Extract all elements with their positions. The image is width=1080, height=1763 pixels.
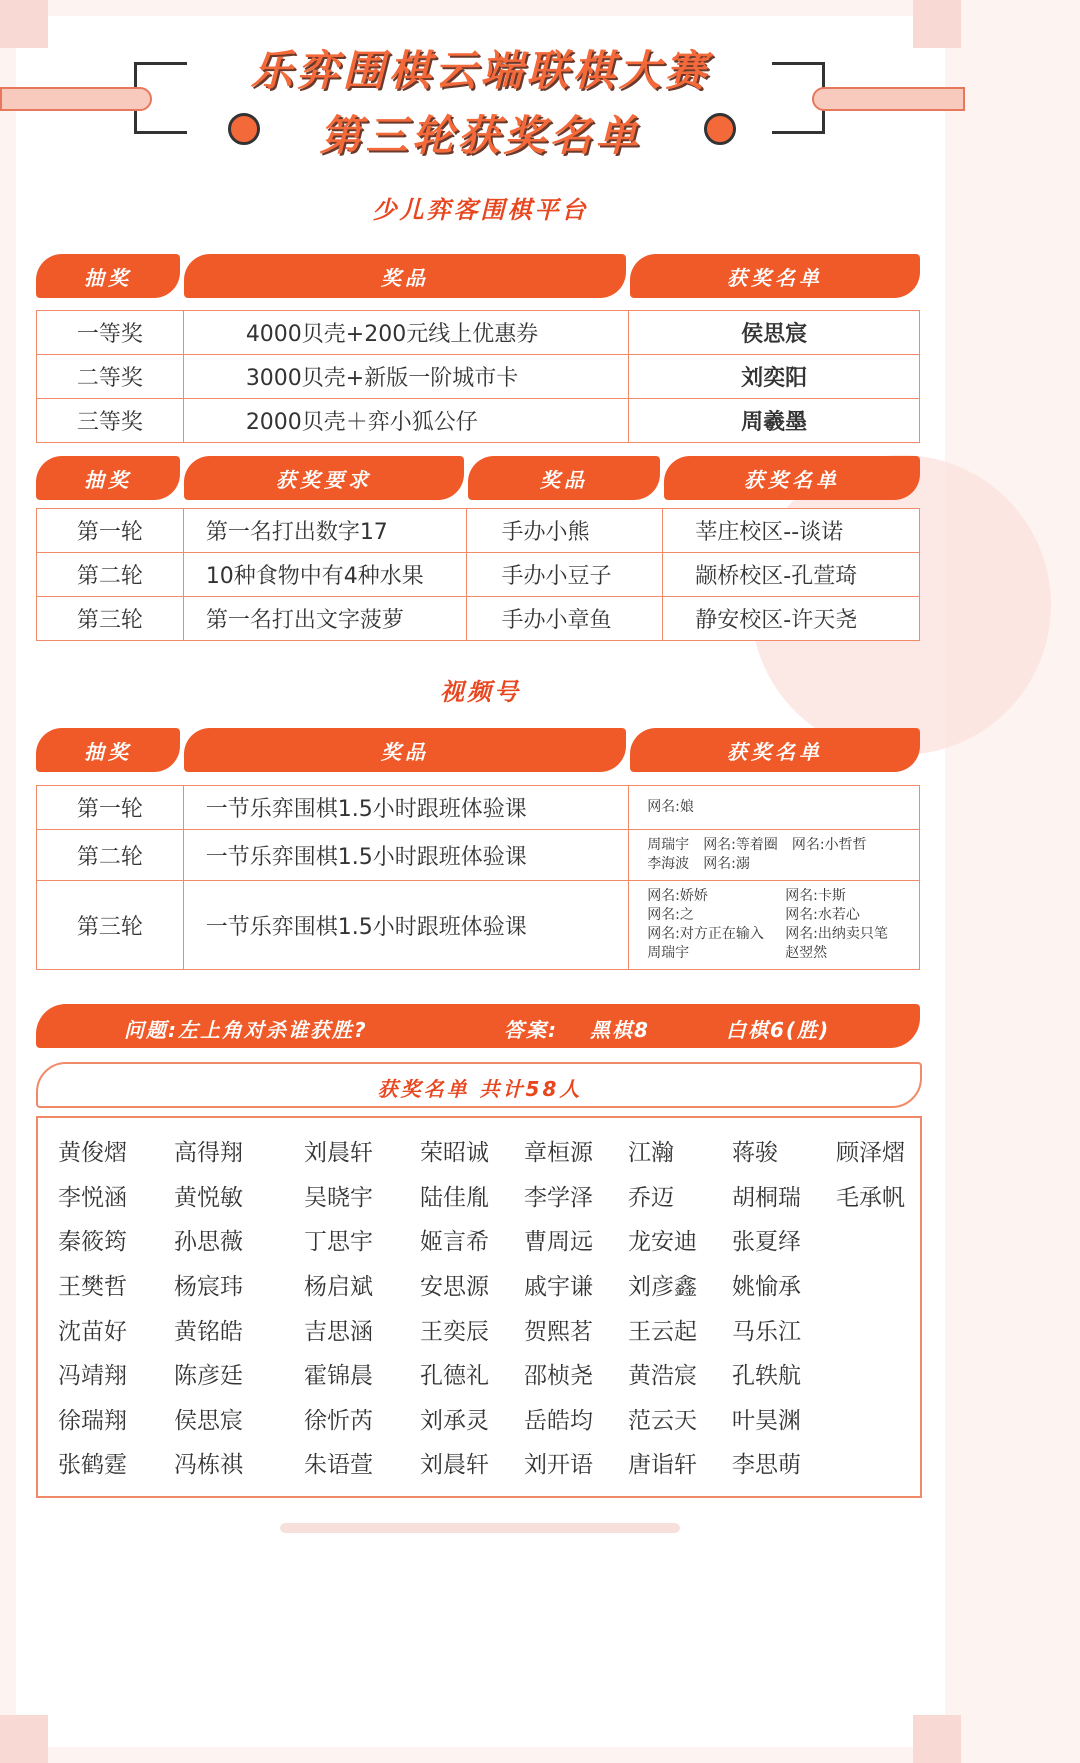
winner-name: 丁思宇 [304,1229,373,1255]
winner-name: 网名:出纳卖只笔 [785,926,888,942]
winner-name: 刘晨轩 [420,1452,489,1478]
table-row [37,399,920,443]
winner-name: 刘晨轩 [304,1140,373,1166]
draw-cell: 二等奖 [37,355,184,399]
winner-cell [629,786,920,830]
winner-name: 王云起 [628,1319,697,1345]
section-title-video: 视频号 [440,678,521,706]
winner-name: 刘承灵 [420,1408,489,1434]
winner-name: 网名:对方正在输入 [647,926,764,942]
winner-name: 刘开语 [524,1452,593,1478]
prize-cell: 手办小章鱼 [467,597,663,641]
header-draw: 抽奖 [36,456,180,500]
winner-name: 章桓源 [524,1140,593,1166]
winner-cell [629,881,920,970]
winner-name: 网名:小哲哲 [791,837,867,853]
header-prize: 奖品 [184,254,626,298]
header-winners: 获奖名单 [664,456,920,500]
winner-cell: 侯思宸 [629,311,920,355]
winner-name: 网名:溺 [703,856,750,872]
winner-name: 张夏绎 [732,1229,801,1255]
winner-name: 徐瑞翔 [58,1408,127,1434]
winner-name: 网名:之 [647,907,694,923]
header-winners: 获奖名单 [630,728,920,772]
header-draw: 抽奖 [36,728,180,772]
winner-name: 周瑞宇 [647,837,690,853]
header-draw: 抽奖 [36,254,180,298]
winner-name: 孙思薇 [174,1229,243,1255]
corner-decoration [0,1715,48,1763]
draw-cell: 第一轮 [37,786,184,830]
winner-name: 杨启斌 [304,1274,373,1300]
draw-cell: 第三轮 [37,597,184,641]
winner-cell: 莘庄校区--谈诺 [663,509,920,553]
table-row [37,355,920,399]
winner-name: 黄浩宸 [628,1363,697,1389]
winner-name: 荣昭诚 [420,1140,489,1166]
winner-name: 高得翔 [174,1140,243,1166]
winner-name: 黄悦敏 [174,1185,243,1211]
winner-cell: 颛桥校区-孔萱琦 [663,553,920,597]
winner-name: 网名:娇娇 [647,888,708,904]
winners-count-label: 获奖名单 共计58人 [377,1077,583,1101]
table-row [37,597,920,641]
winner-name: 张鹤霆 [58,1452,127,1478]
winner-name: 毛承帆 [836,1185,905,1211]
table-row [37,830,920,881]
winner-name: 龙安迪 [628,1229,697,1255]
winner-name: 网名:水若心 [785,907,860,923]
winner-cell: 刘奕阳 [629,355,920,399]
winner-name: 胡桐瑞 [732,1185,801,1211]
video-prize-table [36,785,920,970]
winner-name: 黄俊熠 [58,1140,127,1166]
winner-name: 马乐江 [732,1319,801,1345]
winners-count-bar [36,1062,922,1108]
winner-name: 杨宸玮 [174,1274,243,1300]
prize-cell: 3000贝壳+新版一阶城市卡 [183,355,629,399]
table-row [37,553,920,597]
answer-white: 白棋6(胜) [726,1018,831,1042]
question-text: 问题:左上角对杀谁获胜? [124,1018,368,1042]
winner-name: 贺熙茗 [524,1319,593,1345]
prize-cell: 4000贝壳+200元线上优惠券 [183,311,629,355]
winner-name: 姚愉承 [732,1274,801,1300]
draw-cell: 第三轮 [37,881,184,970]
prize-cell: 一节乐弈围棋1.5小时跟班体验课 [183,830,628,881]
question-bar [36,1004,920,1048]
header-winners: 获奖名单 [630,254,920,298]
winner-name: 岳皓均 [524,1408,593,1434]
winner-name: 网名:卡斯 [785,888,846,904]
winner-name: 李思萌 [732,1452,801,1478]
winner-name: 范云天 [628,1408,697,1434]
winner-name: 吴晓宇 [304,1185,373,1211]
section-title-platform: 少儿弈客围棋平台 [372,196,589,224]
prize-cell: 手办小豆子 [467,553,663,597]
winner-name: 黄铭皓 [174,1319,243,1345]
winner-name: 吉思涵 [304,1319,373,1345]
header-prize: 奖品 [468,456,660,500]
header-prize: 奖品 [184,728,626,772]
table-row [37,509,920,553]
winner-name: 姬言希 [420,1229,489,1255]
winner-name: 徐忻芮 [304,1408,373,1434]
answer-black: 黑棋8 [590,1018,650,1042]
winner-name: 曹周远 [524,1229,593,1255]
winners-list [36,1116,922,1498]
winner-cell: 周羲墨 [629,399,920,443]
winner-name: 冯栋祺 [174,1452,243,1478]
winner-name: 安思源 [420,1274,489,1300]
winner-name: 顾泽熠 [836,1140,905,1166]
winner-name: 霍锦晨 [304,1363,373,1389]
winner-name: 乔迈 [628,1185,674,1211]
winner-cell [629,830,920,881]
winner-name: 刘彦鑫 [628,1274,697,1300]
winner-name: 赵翌然 [785,945,828,961]
requirement-cell: 10种食物中有4种水果 [183,553,467,597]
winner-name: 王樊哲 [58,1274,127,1300]
title-sub: 第三轮获奖名单 [319,111,642,160]
winner-name: 唐诣轩 [628,1452,697,1478]
winner-cell: 静安校区-许天尧 [663,597,920,641]
draw-cell: 三等奖 [37,399,184,443]
winner-name: 周瑞宇 [647,945,690,961]
header-requirement: 获奖要求 [184,456,464,500]
winner-name: 戚宇谦 [524,1274,593,1300]
platform-prize-table [36,310,920,443]
winner-name: 朱语萱 [304,1452,373,1478]
prize-cell: 一节乐弈围棋1.5小时跟班体验课 [183,881,628,970]
winner-name: 网名:等着圈 [703,837,778,853]
winner-name: 叶昊渊 [732,1408,801,1434]
prize-cell: 手办小熊 [467,509,663,553]
requirement-cell: 第一名打出数字17 [183,509,467,553]
corner-decoration [913,1715,961,1763]
table-row [37,311,920,355]
draw-cell: 第二轮 [37,830,184,881]
prize-cell: 一节乐弈围棋1.5小时跟班体验课 [183,786,628,830]
winner-name: 网名:娘 [647,799,694,815]
winner-name: 蒋骏 [732,1140,778,1166]
table-row [37,786,920,830]
winner-name: 秦筱筠 [58,1229,127,1255]
draw-cell: 第一轮 [37,509,184,553]
winner-name: 江瀚 [628,1140,674,1166]
answer-label: 答案: [504,1018,558,1042]
winner-name: 李学泽 [524,1185,593,1211]
draw-cell: 一等奖 [37,311,184,355]
winner-name: 孔德礼 [420,1363,489,1389]
requirement-cell: 第一名打出文字菠萝 [183,597,467,641]
bottom-decoration [280,1523,680,1533]
winner-name: 沈苗好 [58,1319,127,1345]
winner-name: 王奕辰 [420,1319,489,1345]
winner-name: 李海波 [647,856,690,872]
winner-name: 陈彦廷 [174,1363,243,1389]
winner-name: 李悦涵 [58,1185,127,1211]
winner-name: 陆佳胤 [420,1185,489,1211]
winner-name: 邵桢尧 [524,1363,593,1389]
winner-name: 孔轶航 [732,1363,801,1389]
campus-prize-table [36,508,920,641]
prize-cell: 2000贝壳＋弈小狐公仔 [183,399,629,443]
draw-cell: 第二轮 [37,553,184,597]
winner-name: 侯思宸 [174,1408,243,1434]
winner-name: 冯靖翔 [58,1363,127,1389]
title-main: 乐弈围棋云端联棋大赛 [250,46,711,95]
table-row [37,881,920,970]
